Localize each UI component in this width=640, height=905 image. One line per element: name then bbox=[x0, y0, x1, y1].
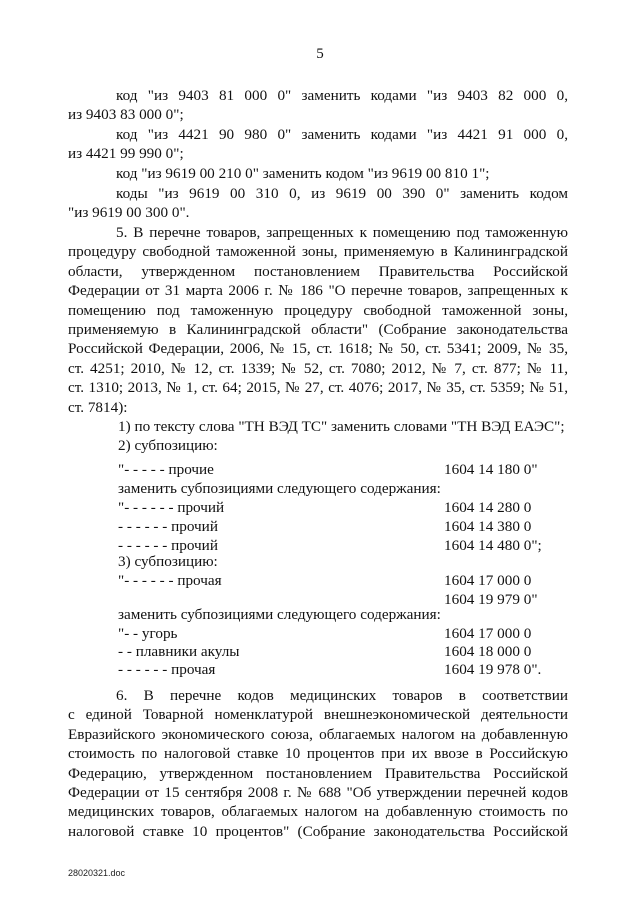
subposition-row bbox=[118, 642, 570, 662]
subposition-code: 1604 14 180 0" bbox=[444, 461, 538, 478]
subposition-row bbox=[118, 571, 570, 591]
section5-paragraph bbox=[68, 223, 568, 417]
section6-line: налоговой ставке 10 процентов" (Собрание законодательства Российской bbox=[68, 822, 568, 840]
subposition-name: "- - - - - прочие bbox=[118, 461, 214, 478]
subposition-row bbox=[118, 660, 570, 680]
section5-line: ст. 1310; 2013, № 1, ст. 64; 2015, № 27, ст. 4076; 2017, № 35, ст. 5359; № 51, bbox=[68, 379, 568, 397]
subposition-name: "- - - - - - прочая bbox=[118, 572, 222, 589]
subposition-code: 1604 18 000 0 bbox=[444, 643, 532, 660]
subposition-code: 1604 17 000 0 bbox=[444, 572, 532, 589]
subposition-code: 1604 19 979 0" bbox=[444, 591, 538, 608]
item-2: 2) субпозицию: bbox=[118, 437, 218, 454]
subposition-name: - - - - - - прочий bbox=[118, 537, 218, 554]
page-number: 5 bbox=[316, 46, 324, 62]
subposition-name: - - плавники акулы bbox=[118, 643, 240, 660]
subposition-code: 1604 14 280 0 bbox=[444, 499, 532, 516]
section6-line: медицинских товаров, облагаемых налогом на добавленную стоимость по bbox=[68, 803, 568, 821]
subposition-name: "- - угорь bbox=[118, 625, 178, 642]
replacement-1-line2: из 9403 83 000 0"; bbox=[68, 106, 184, 124]
replacement-2-line2: из 4421 99 990 0"; bbox=[68, 145, 184, 163]
section6-line: стоимость по налоговой ставке 10 процентов при их ввозе в Российскую bbox=[68, 745, 568, 763]
section5-line: ст. 4251; 2010, № 12, ст. 1339; № 52, ст. 7080; 2012, № 7, ст. 877; № 11, bbox=[68, 359, 568, 377]
section6-line: Евразийского экономического союза, облагаемых налогом на добавленную bbox=[68, 725, 568, 743]
replacement-3 bbox=[68, 164, 568, 183]
replacement-3-line1: код "из 9619 00 210 0" заменить кодом "из 9619 00 810 1"; bbox=[116, 165, 490, 182]
section5-line: Российской Федерации, 2006, № 15, ст. 1618; № 50, ст. 5341; 2009, № 35, bbox=[68, 340, 568, 358]
replacement-1-line1: код "из 9403 81 000 0" заменить кодами "из 9403 82 000 0, bbox=[116, 87, 568, 104]
subposition-row bbox=[118, 517, 570, 537]
item-1: 1) по тексту слова "ТН ВЭД ТС" заменить словами "ТН ВЭД ЕАЭС"; bbox=[118, 418, 565, 435]
item-3: 3) субпозицию: bbox=[118, 553, 218, 570]
section5-line: ст. 7814): bbox=[68, 398, 128, 416]
replace-label-2: заменить субпозициями следующего содержания: bbox=[118, 606, 441, 623]
section6-line: Федерации от 15 сентября 2008 г. № 688 "Об утверждении перечней кодов bbox=[68, 784, 568, 802]
subposition-code: 1604 14 480 0"; bbox=[444, 537, 542, 554]
subposition-code: 1604 14 380 0 bbox=[444, 518, 532, 535]
subposition-name: "- - - - - - прочий bbox=[118, 499, 225, 516]
replacement-4 bbox=[68, 184, 568, 223]
replacement-2 bbox=[68, 125, 568, 164]
subposition-code: 1604 17 000 0 bbox=[444, 625, 532, 642]
section5-line: Федерации от 31 марта 2006 г. № 186 "О перечне товаров, запрещенных к bbox=[68, 282, 568, 300]
section5-line: процедуру свободной таможенной зоны, применяемую в Калининградской bbox=[68, 243, 568, 261]
section5-line: помещению под таможенную процедуру свободной таможенной зоны, bbox=[68, 301, 568, 319]
subposition-name: - - - - - - прочий bbox=[118, 518, 218, 535]
section6-line: Федерацию, утвержденном постановлением Правительства Российской bbox=[68, 764, 568, 782]
section5-line: применяемую в Калининградской области" (Собрание законодательства bbox=[68, 321, 568, 339]
subposition-row bbox=[118, 460, 570, 480]
footer-filename: 28020321.doc bbox=[68, 868, 126, 878]
section6-line: 6. В перечне кодов медицинских товаров в соответствии bbox=[116, 687, 568, 704]
section6-line: с единой Товарной номенклатурой внешнеэкономической деятельности bbox=[68, 706, 568, 724]
replace-label-1: заменить субпозициями следующего содержания: bbox=[118, 480, 441, 497]
section5-line: 5. В перечне товаров, запрещенных к помещению под таможенную bbox=[116, 224, 568, 241]
section5-line: области, утвержденном постановлением Правительства Российской bbox=[68, 262, 568, 280]
replacement-2-line1: код "из 4421 90 980 0" заменить кодами "из 4421 91 000 0, bbox=[116, 126, 568, 143]
replacement-4-line1: коды "из 9619 00 310 0, из 9619 00 390 0" заменить кодом bbox=[116, 185, 568, 202]
section6-paragraph bbox=[68, 686, 568, 841]
replacement-1 bbox=[68, 86, 568, 125]
subposition-row bbox=[118, 498, 570, 518]
replacement-4-line2: "из 9619 00 300 0". bbox=[68, 204, 190, 222]
subposition-row bbox=[118, 624, 570, 644]
subposition-name: - - - - - - прочая bbox=[118, 661, 216, 678]
subposition-code: 1604 19 978 0". bbox=[444, 661, 542, 678]
